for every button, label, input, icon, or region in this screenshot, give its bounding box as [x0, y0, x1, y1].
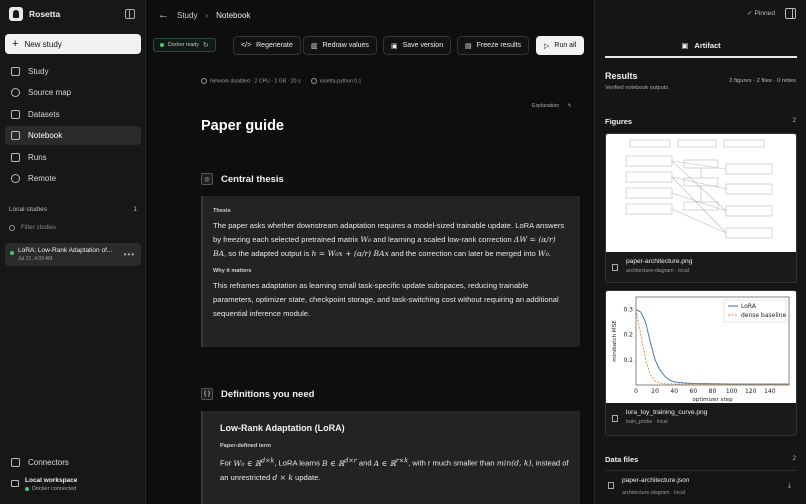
y-tick-label: 0.3	[623, 306, 633, 314]
breadcrumb-current: Notebook	[216, 10, 251, 20]
y-axis-label: minibatch MSE	[612, 320, 618, 362]
sidebar-item-label: Study	[28, 67, 49, 76]
package-icon	[311, 78, 317, 84]
memory-text: 2 GB	[274, 78, 287, 85]
regenerate-button[interactable]	[233, 36, 301, 55]
container-image	[311, 78, 362, 84]
search-icon	[9, 225, 15, 231]
explanation-toggle[interactable]	[532, 103, 571, 109]
sidebar-item-runs[interactable]	[5, 148, 141, 167]
data-file-source: architecture-diagram · local	[622, 490, 685, 496]
figure-caption	[606, 403, 796, 425]
sidebar-item-label: Notebook	[28, 131, 63, 141]
math-b-space: B ∈ ℝ$^{d\times r}$	[322, 457, 357, 468]
legend-entry: LoRA	[741, 303, 756, 310]
math-dxk: d × k	[272, 472, 293, 482]
figure-name: lora_toy_training_curve.png	[626, 409, 708, 416]
math-h: h = W₀x + (α/r) BAx	[311, 249, 389, 259]
regenerate-label: Regenerate	[256, 42, 293, 49]
freeze-results-button[interactable]	[457, 36, 529, 55]
figure-name: paper-architecture.png	[626, 258, 693, 265]
math-min: min(d, k)	[496, 458, 532, 468]
data-files-count: 2	[792, 456, 796, 462]
definition-title: Low-Rank Adaptation (LoRA)	[220, 423, 345, 433]
sidebar-nav	[5, 62, 141, 190]
sidebar-item-study[interactable]	[5, 62, 141, 81]
save-label: Save version	[402, 42, 444, 49]
sidebar-item-datasets[interactable]	[5, 105, 141, 124]
save-version-button[interactable]	[383, 36, 451, 55]
docker-status-text: Docker ready	[168, 42, 199, 48]
sidebar-item-label: Datasets	[28, 109, 60, 119]
workspace-status-text: Docker connected	[32, 486, 77, 492]
artifact-panel	[594, 0, 806, 504]
file-icon	[608, 482, 614, 489]
study-date: Jul 21, 4:09 AM	[18, 256, 53, 262]
artifact-icon: ▣	[681, 40, 689, 50]
study-title: LoRA: Low-Rank Adaptation of...	[18, 247, 113, 254]
thesis-label: Thesis	[213, 208, 231, 214]
thesis-part: , so the adapted output is	[224, 249, 312, 259]
x-tick-label: 40	[670, 388, 679, 395]
cpu-text: 2 CPU	[254, 78, 270, 85]
y-tick-label: 0.1	[623, 356, 633, 364]
freeze-label: Freeze results	[476, 42, 521, 49]
database-icon	[11, 110, 20, 119]
braces-icon: { }	[201, 388, 213, 400]
training-curve-thumbnail	[606, 291, 796, 403]
save-icon: ▣	[391, 42, 398, 50]
figure-caption	[606, 252, 796, 274]
training-curve-chart	[606, 291, 796, 403]
network-status: Network disabled · 2 CPU · 2 GB · 20 s	[201, 78, 301, 84]
x-tick-label: 60	[689, 388, 698, 395]
terminal-icon	[11, 153, 20, 162]
filter-studies-input[interactable]	[9, 224, 56, 231]
breadcrumb-study-link[interactable]: Study	[177, 10, 198, 20]
results-title: Results	[605, 71, 638, 81]
map-icon	[11, 88, 20, 97]
sidebar-item-label: Remote	[28, 173, 57, 183]
def-part: , with r much smaller than	[408, 458, 497, 468]
section-central-thesis	[201, 173, 284, 185]
back-arrow-icon[interactable]: ←	[158, 9, 169, 21]
results-meta: 2 figures · 2 files · 0 notes	[729, 78, 796, 84]
plus-icon: +	[12, 37, 19, 50]
def-part: update.	[293, 472, 321, 482]
redraw-values-button[interactable]	[303, 36, 377, 55]
legend-entry: dense baseline	[741, 312, 787, 319]
section-title: Central thesis	[221, 173, 284, 185]
math-a-space: A ∈ ℝ$^{r\times k}$	[373, 457, 409, 468]
thesis-part: and the correction can later be merged into	[388, 249, 538, 259]
local-studies-header	[9, 206, 137, 213]
x-tick-label: 120	[745, 388, 757, 395]
edit-pencil-icon[interactable]: ✎	[567, 103, 572, 109]
more-options-icon[interactable]: •••	[123, 250, 135, 259]
figure-card-architecture[interactable]	[605, 133, 797, 283]
architecture-diagram-image	[606, 134, 796, 252]
figure-source: architecture-diagram · local	[626, 268, 689, 274]
section-title: Definitions you need	[221, 388, 315, 400]
figure-source: train_probe · local	[626, 419, 668, 425]
main-content	[146, 0, 594, 504]
definition-text	[220, 454, 572, 485]
filter-placeholder: Filter studies	[21, 224, 57, 231]
figures-count: 2	[792, 118, 796, 124]
collapse-sidebar-icon[interactable]	[125, 9, 135, 19]
x-tick-label: 20	[651, 388, 659, 395]
run-all-label: Run all	[554, 42, 577, 49]
refresh-icon[interactable]: ↻	[202, 42, 209, 49]
x-tick-label: 100	[725, 388, 738, 395]
thesis-text: The paper asks whether downstream adaptation requires a model-sized trainable update. LoRA answers by freezing each selected pretrained matrix W₀ and learning a scaled low-rank correction ΔW = (α/r) BA, so the adapted output is h = W₀x + (α/r) BAx and the correction can later be merged into W₀.	[213, 221, 565, 259]
section-definitions	[201, 388, 314, 400]
data-file-row[interactable]	[605, 470, 797, 500]
chevron-right-icon: ›	[205, 10, 209, 20]
data-files-label: Data files	[605, 455, 639, 464]
tab-label: Artifact	[694, 40, 721, 50]
workspace-sub	[25, 486, 77, 492]
image-text: rosetta-python:0.1	[319, 78, 362, 85]
image-file-icon	[612, 264, 618, 271]
def-part: and	[356, 458, 374, 468]
new-study-label: New study	[24, 39, 62, 49]
lora-definition-card	[201, 411, 580, 504]
sidebar-item-label: Runs	[28, 152, 47, 162]
data-file-name: paper-architecture.json	[622, 477, 690, 484]
globe-icon	[201, 78, 207, 84]
run-all-button[interactable]	[536, 36, 584, 55]
network-text: Network disabled	[210, 78, 250, 85]
paper-defined-label: Paper-defined term	[220, 443, 271, 449]
explanation-label: Explanation	[532, 103, 560, 109]
architecture-thumbnail	[606, 134, 796, 252]
docker-status-badge[interactable]	[153, 38, 216, 52]
sidebar-item-notebook[interactable]	[5, 126, 141, 145]
local-studies-label: Local studies	[9, 206, 47, 213]
new-study-button[interactable]	[5, 34, 141, 54]
sidebar-item-label: Source map	[28, 88, 72, 98]
brand	[9, 7, 60, 21]
pinned-toggle[interactable]: ✓ Pinned	[747, 10, 775, 17]
play-icon: ▷	[544, 42, 550, 50]
cloud-icon	[11, 174, 20, 183]
status-dot	[10, 251, 14, 255]
y-tick-label: 0.2	[623, 331, 633, 339]
why-label: Why it matters	[213, 267, 252, 274]
x-tick-label: 0	[634, 388, 638, 395]
figures-label: Figures	[605, 117, 633, 126]
thesis-part: and learning a scaled low-rank correction	[371, 235, 514, 245]
time-limit-text: 20 s	[290, 78, 301, 85]
environment-info	[201, 78, 361, 84]
breadcrumb	[158, 9, 250, 21]
def-part: , LoRA learns	[274, 458, 323, 468]
def-part: , instead of an unrestricted	[220, 458, 569, 482]
redraw-label: Redraw values	[322, 42, 369, 49]
math-w0-space: W₀ ∈ ℝ$^{d\times k}$	[233, 457, 275, 468]
results-subtitle: Verified notebook outputs	[605, 85, 669, 91]
snowflake-icon: ▤	[465, 42, 472, 50]
page-title: Paper guide	[201, 118, 284, 134]
x-tick-label: 80	[708, 388, 717, 395]
thesis-part: The paper asks whether downstream adaptation requires a model-sized trainable update. LoRA answers by freezing each selected pretrained matrix	[213, 221, 565, 245]
sidebar-item-source-map[interactable]	[5, 83, 141, 102]
thesis-card	[201, 196, 580, 347]
download-icon[interactable]: ⤓	[787, 482, 791, 489]
status-dot	[25, 487, 29, 491]
sidebar-item-remote[interactable]	[5, 169, 141, 188]
connectors-label: Connectors	[28, 458, 69, 467]
math-delta-w: ΔW = (α/r) BA	[213, 235, 556, 259]
pinned-label: Pinned	[754, 10, 775, 17]
status-dot	[160, 43, 164, 47]
connectors-button[interactable]	[11, 458, 69, 467]
plug-icon	[11, 458, 20, 467]
study-icon	[11, 67, 20, 76]
figure-card-training-curve[interactable]	[605, 290, 797, 436]
study-list-item[interactable]	[5, 243, 141, 266]
bar-chart-icon: ▥	[311, 42, 318, 50]
code-icon: </>	[241, 42, 252, 49]
tab-artifact[interactable]	[605, 34, 797, 58]
panel-toggle-icon[interactable]	[785, 8, 796, 19]
rosetta-logo	[9, 7, 23, 21]
math-w0-merge: W₀	[537, 249, 549, 259]
workspace-title: Local workspace	[25, 477, 78, 484]
x-tick-label: 140	[764, 388, 776, 395]
monitor-icon	[11, 480, 19, 487]
workspace-status[interactable]	[11, 477, 77, 492]
app-name: Rosetta	[29, 9, 61, 19]
target-icon: ◎	[201, 173, 213, 185]
why-text: This reframes adaptation as learning small task-specific update subspaces, reducing trainable parameters, optimizer state, checkpoint storage, and task-switching cost without requiring an additional sequential inference module.	[213, 280, 559, 319]
def-part: For	[220, 458, 234, 468]
math-w0: W₀	[360, 235, 372, 245]
local-studies-count: 1	[133, 206, 137, 213]
x-axis-label: optimizer step	[692, 397, 733, 403]
sidebar	[0, 0, 146, 504]
notebook-icon	[11, 131, 20, 140]
image-file-icon	[612, 415, 618, 422]
